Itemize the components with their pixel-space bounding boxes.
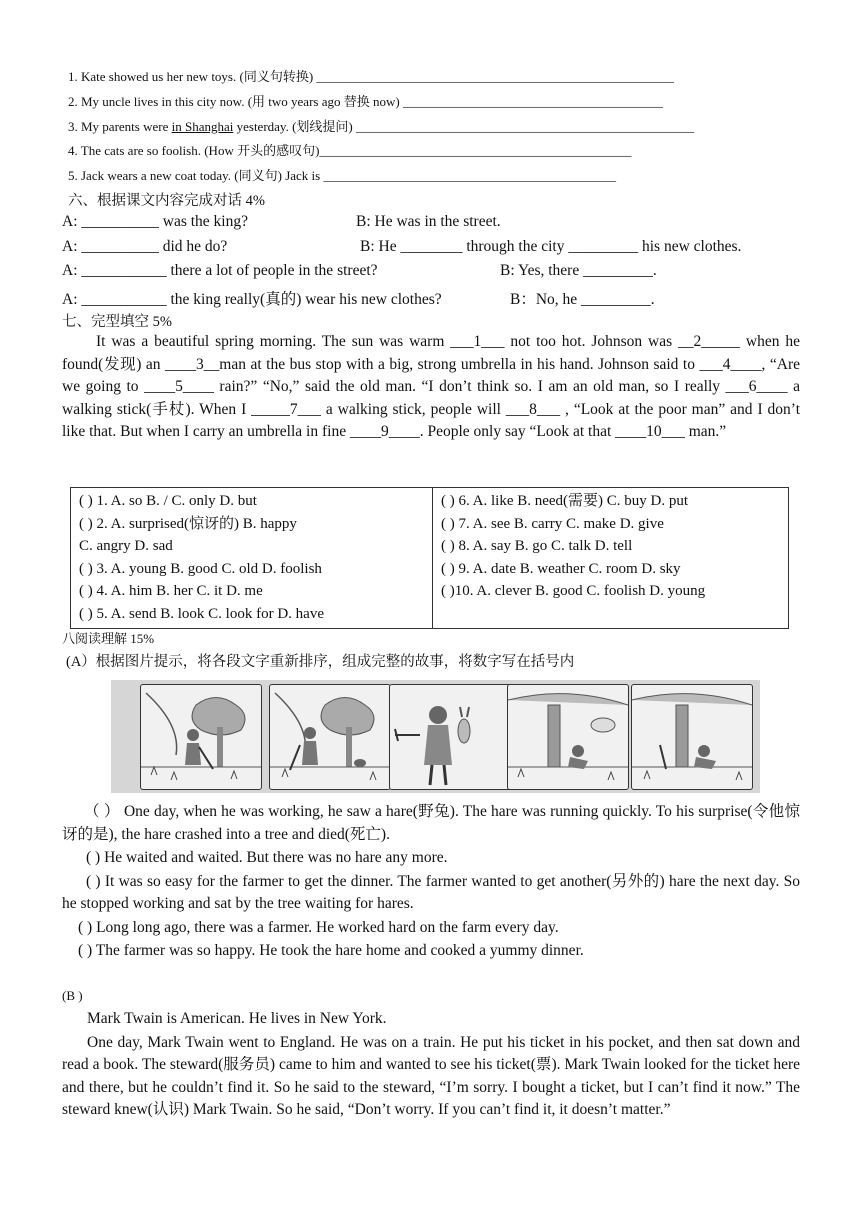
option-row: ( ) 3. A. young B. good C. old D. foolish — [79, 560, 322, 577]
story-pictures — [111, 680, 760, 793]
story-item: （ ） One day, when he was working, he saw a hare(野兔). The hare was running quickly. To his surprise(令他惊讶的是), the hare crashed into a tree and died(死亡). — [62, 803, 800, 843]
s6-d1b: B: He was in the street. — [356, 213, 501, 230]
story-panel-5 — [631, 684, 753, 790]
cloze-options-left — [71, 488, 433, 629]
s5-q3-underlined: in Shanghai — [171, 119, 234, 134]
option-row: ( ) 4. A. him B. her C. it D. me — [79, 583, 263, 600]
s6-d1a: A: __________ was the king? — [62, 213, 248, 230]
s6-d3a: A: ___________ there a lot of people in the street? — [62, 262, 378, 279]
s6-d4a: A: ___________ the king really(真的) wear his new clothes? — [62, 291, 442, 308]
s5-q3-post: yesterday. (划线提问) ____________________________________________________ — [233, 119, 694, 134]
story-item: ( ) The farmer was so happy. He took the hare home and cooked a yummy dinner. — [78, 942, 584, 959]
cloze-options-right — [433, 488, 789, 629]
cloze-passage: It was a beautiful spring morning. The sun was warm ___1___ not too hot. Johnson was __2_____ when he found(发现) an ____3__man at the bus stop with a big, strong umbrella in his hand. Johnson said to ___4____, “Are we going to ____5____ rain?” “No,” said the old man. “I don’t think so. I am an old man, so I really ___6____ a walking stick(手杖). When I _____7___ a walking stick, people will ___8___ , “Look at the poor man” and I don’t like that. But when I carry an umbrella in fine ____9____. People only say “Look at that ____10___ man.” — [62, 333, 800, 440]
s8-heading: 八阅读理解 15% — [62, 631, 155, 646]
s5-q3 — [68, 116, 694, 135]
s5-q5: 5. Jack wears a new coat today. (同义句) Jack is _____________________________________________ — [68, 168, 616, 183]
reading-b-paragraph: Mark Twain is American. He lives in New York. — [87, 1010, 387, 1027]
story-item: ( ) He waited and waited. But there was no hare any more. — [86, 849, 448, 866]
s6-d2a: A: __________ did he do? — [62, 238, 228, 255]
story-item: ( ) Long long ago, there was a farmer. He worked hard on the farm every day. — [78, 918, 559, 936]
s6-d4b: B：No, he _________. — [510, 291, 655, 308]
s5-q3-pre: 3. My parents were — [68, 119, 172, 134]
story-options — [62, 801, 800, 963]
cloze-options-table — [70, 487, 789, 629]
s5-q1: 1. Kate showed us her new toys. (同义句转换) _______________________________________________________ — [68, 69, 674, 84]
reading-b-passage — [62, 1008, 800, 1122]
story-panel-1 — [140, 684, 262, 790]
s5-q4: 4. The cats are so foolish. (How 开头的感叹句)________________________________________________ — [68, 143, 632, 158]
option-row: C. angry D. sad — [79, 538, 173, 555]
option-row: ( ) 6. A. like B. need(需要) C. buy D. put — [441, 493, 689, 509]
s8-a-label: (A）根据图片提示，将各段文字重新排序，组成完整的故事，将数字写在括号内 — [66, 654, 575, 670]
s5-q2: 2. My uncle lives in this city now. (用 two years ago 替换 now) ________________________________________ — [68, 94, 663, 109]
reading-b-paragraph: One day, Mark Twain went to England. He was on a train. He put his ticket in his pocket, and then sat down and read a book. The steward(服务员) came to him and wanted to see his ticket(票). Mark Twain looked for the ticket here and there, but he couldn’t find it. So he said to the steward, “I’m sorry. I bought a ticket, but I can’t find it now.” The steward knew(认识) Mark Twain. So he said, “Don’t worry. If you can’t find it, it doesn’t matter.” — [62, 1033, 800, 1118]
option-row: ( ) 2. A. surprised(惊讶的) B. happy — [79, 515, 297, 532]
story-panel-2 — [269, 684, 391, 790]
option-row: ( ) 1. A. so B. / C. only D. but — [79, 493, 257, 509]
option-row: ( )10. A. clever B. good C. foolish D. young — [441, 583, 706, 600]
s8-b-label: (B ) — [62, 988, 83, 1003]
s7-heading: 七、完型填空 5% — [62, 314, 172, 330]
story-panel-4 — [507, 684, 629, 790]
story-panel-3 — [389, 684, 511, 790]
story-item: ( ) It was so easy for the farmer to get the dinner. The farmer wanted to get another(另外的) hare the next day. So he stopped working and sat by the tree waiting for hares. — [62, 872, 800, 912]
option-row: ( ) 5. A. send B. look C. look for D. have — [79, 605, 324, 622]
s6-heading: 六、根据课文内容完成对话 4% — [68, 193, 265, 209]
option-row: ( ) 7. A. see B. carry C. make D. give — [441, 515, 664, 532]
s6-d3b: B: Yes, there _________. — [500, 262, 657, 279]
s6-d2b: B: He ________ through the city _________ his new clothes. — [360, 238, 742, 255]
option-row: ( ) 8. A. say B. go C. talk D. tell — [441, 538, 633, 555]
option-row: ( ) 9. A. date B. weather C. room D. sky — [441, 560, 681, 577]
